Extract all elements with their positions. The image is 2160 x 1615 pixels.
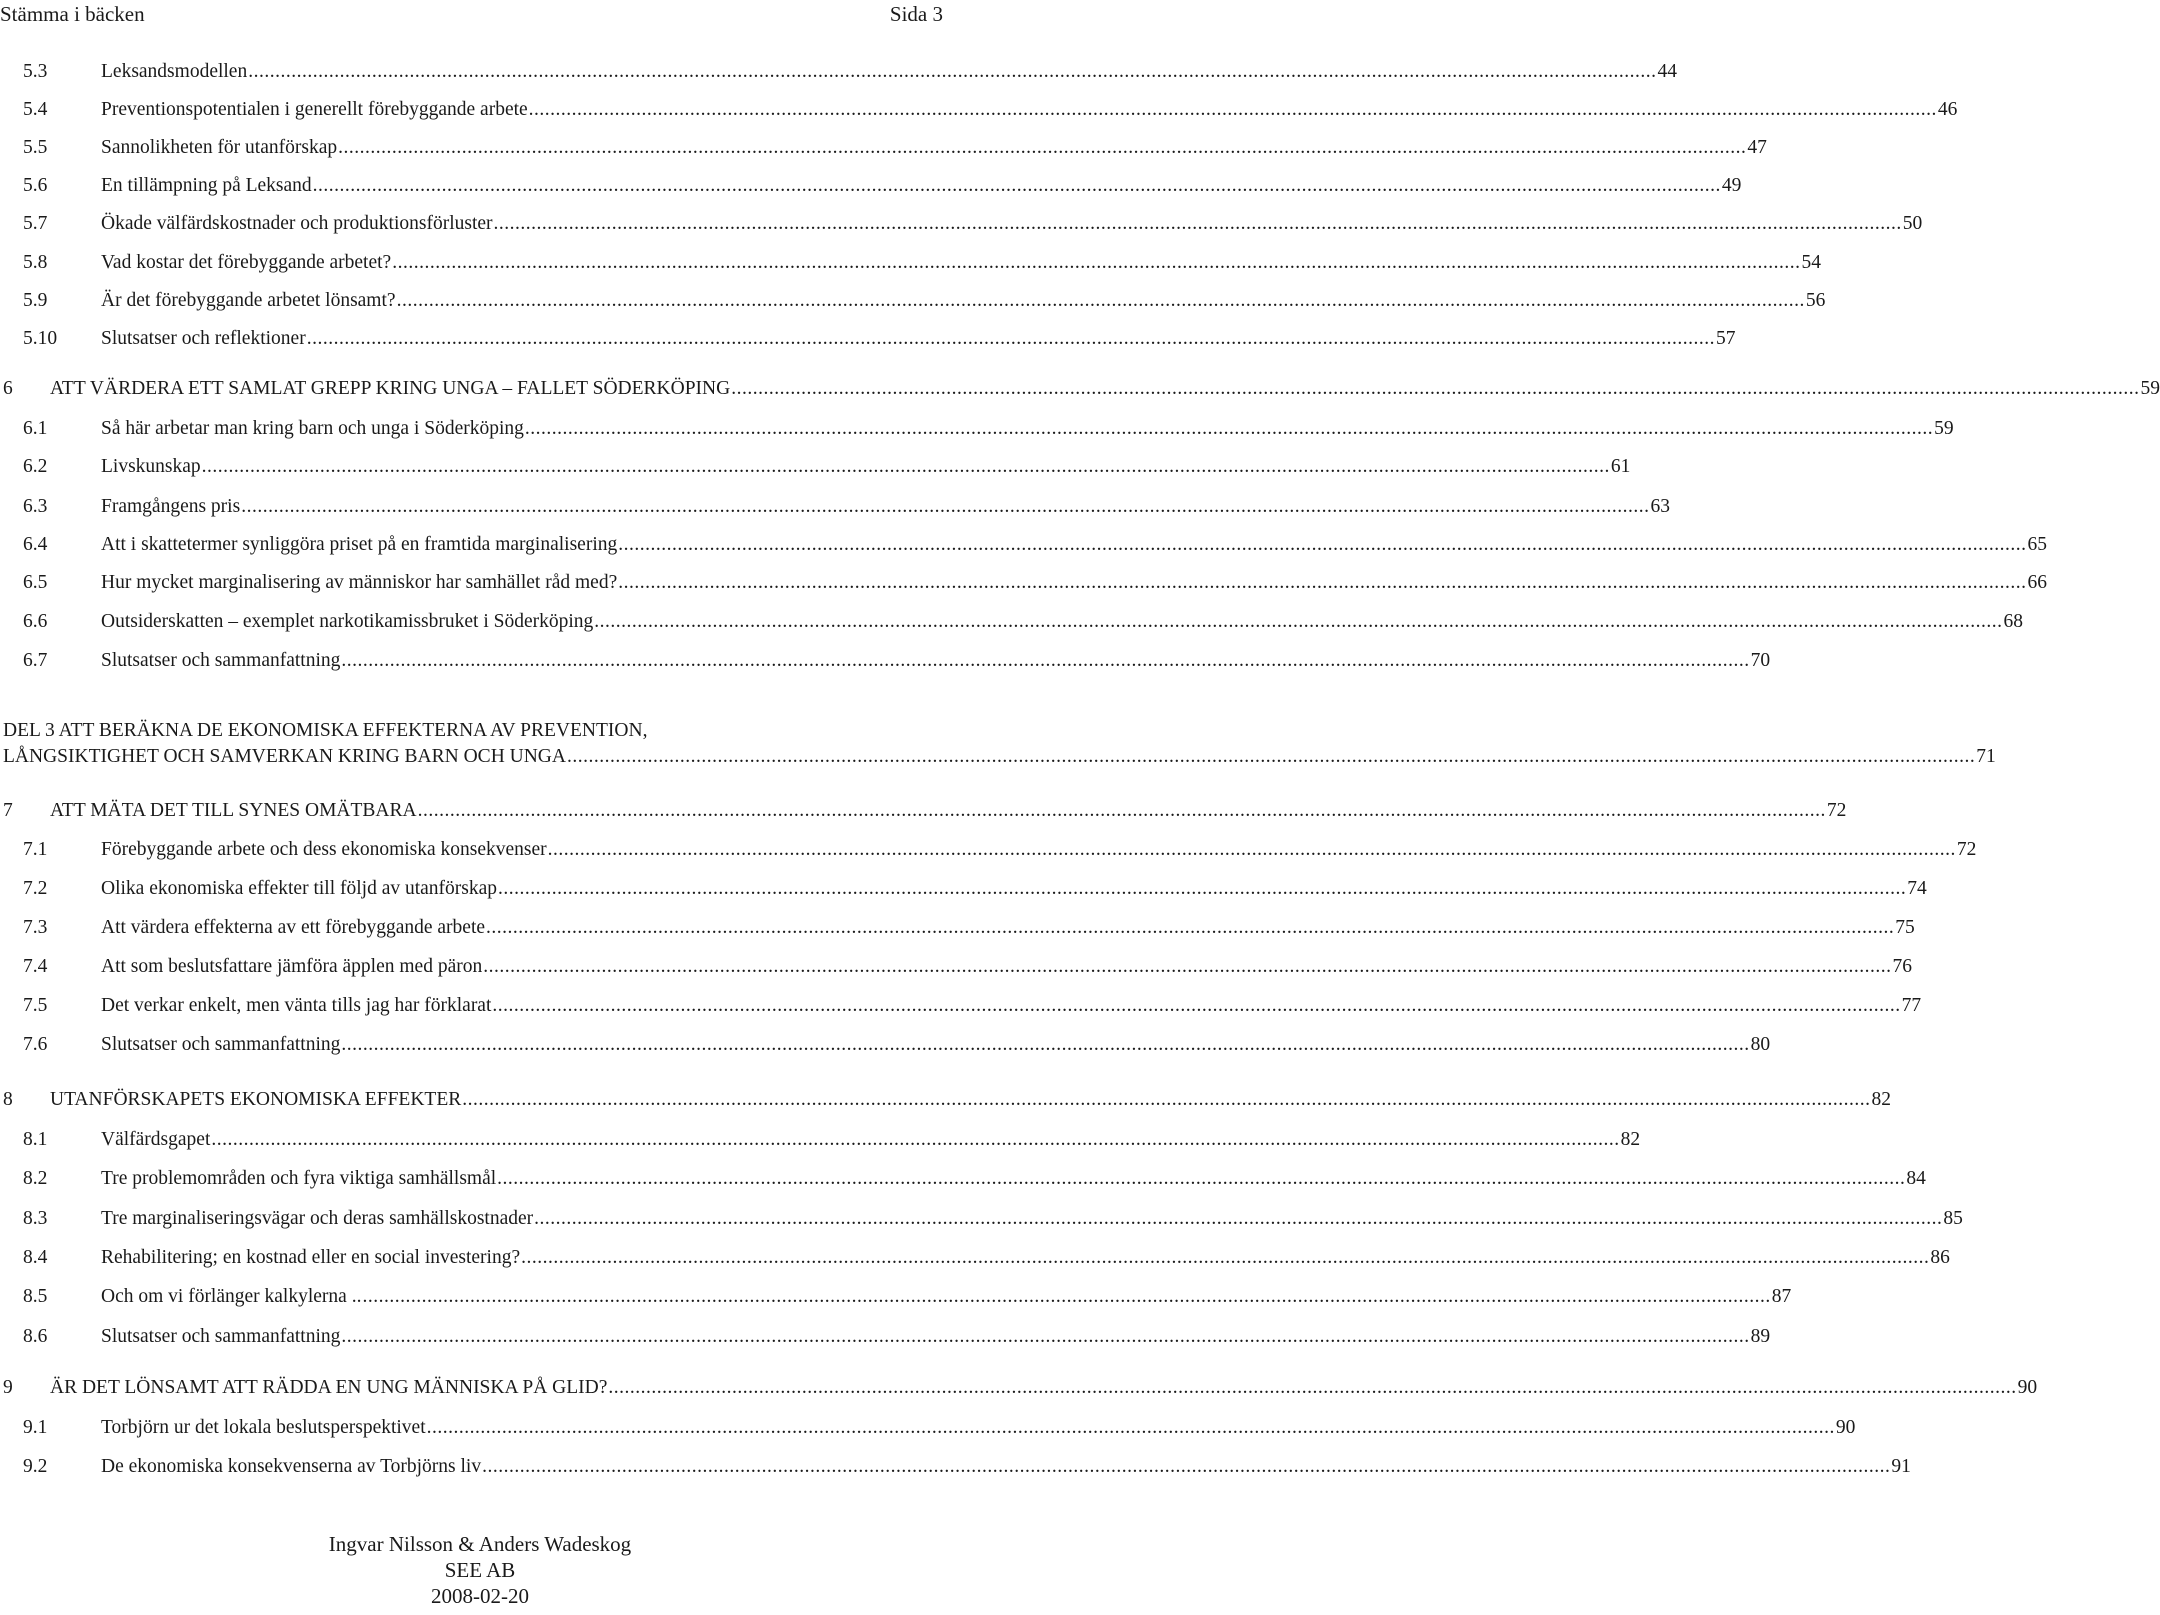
toc-entry-number: 5.6 xyxy=(23,175,48,196)
toc-entry-title: Slutsatser och sammanfattning xyxy=(101,1034,341,1055)
toc-entry-number: 5.8 xyxy=(23,252,48,273)
toc-entry-title: Preventionspotentialen i generellt förebyggande arbete xyxy=(101,99,528,120)
toc-dot-leader: ...................................................................................................................................................................................................................................................................... xyxy=(426,1417,1835,1438)
toc-entry-title: Framgångens pris xyxy=(101,496,241,517)
toc-entry-title: Tre problemområden och fyra viktiga samhällsmål xyxy=(101,1168,497,1189)
toc-chapter-7[interactable] xyxy=(0,797,1847,825)
toc-entry-number: 7.4 xyxy=(23,956,48,977)
toc-entry-page: 87 xyxy=(1771,1286,1792,1307)
toc-chapter-6[interactable] xyxy=(0,375,2160,403)
toc-dot-leader: ...................................................................................................................................................................................................................................................................... xyxy=(417,800,1826,821)
toc-dot-leader: ...................................................................................................................................................................................................................................................................... xyxy=(524,418,1934,439)
toc-entry-number: 7.6 xyxy=(23,1034,48,1055)
toc-dot-leader: ...................................................................................................................................................................................................................................................................... xyxy=(521,1247,1930,1268)
toc-dot-leader: ...................................................................................................................................................................................................................................................................... xyxy=(312,175,1721,196)
footer-authors: Ingvar Nilsson & Anders Wadeskog xyxy=(328,1532,632,1556)
toc-entry-9-2[interactable] xyxy=(0,1453,1911,1481)
toc-entry-page: 77 xyxy=(1901,995,1922,1016)
toc-entry-title: Tre marginaliseringsvägar och deras samhällskostnader xyxy=(101,1208,534,1229)
toc-entry-page: 63 xyxy=(1650,496,1670,517)
toc-entry-number: 6.6 xyxy=(23,611,48,632)
toc-entry-8-4[interactable] xyxy=(0,1244,1950,1272)
toc-dot-leader: ...................................................................................................................................................................................................................................................................... xyxy=(497,1168,1906,1189)
toc-entry-number: 7.5 xyxy=(23,995,48,1016)
toc-entry-6-1[interactable] xyxy=(0,415,1954,443)
toc-entry-title: UTANFÖRSKAPETS EKONOMISKA EFFEKTER xyxy=(50,1089,462,1110)
toc-entry-page: 59 xyxy=(2140,378,2160,399)
toc-entry-number: 5.7 xyxy=(23,213,48,234)
toc-entry-5-7[interactable] xyxy=(0,210,1923,238)
toc-entry-5-4[interactable] xyxy=(0,96,1958,124)
toc-entry-title: Det verkar enkelt, men vänta tills jag har förklarat xyxy=(101,995,492,1016)
toc-entry-6-5[interactable] xyxy=(0,569,2047,597)
toc-entry-page: 80 xyxy=(1750,1034,1771,1055)
toc-entry-5-6[interactable] xyxy=(0,172,1742,200)
toc-dot-leader: ...................................................................................................................................................................................................................................................................... xyxy=(731,378,2140,399)
toc-dot-leader: ...................................................................................................................................................................................................................................................................... xyxy=(528,99,1937,120)
toc-entry-8-6[interactable] xyxy=(0,1323,1771,1351)
toc-entry-number: 8.1 xyxy=(23,1129,48,1150)
toc-dot-leader: ...................................................................................................................................................................................................................................................................... xyxy=(547,839,1956,860)
toc-entry-8-2[interactable] xyxy=(0,1165,1926,1193)
toc-chapter-8[interactable] xyxy=(0,1086,1891,1114)
toc-entry-title: Outsiderskatten – exemplet narkotikamissbruket i Söderköping xyxy=(101,611,594,632)
toc-entry-page: 89 xyxy=(1750,1326,1771,1347)
toc-entry-title: De ekonomiska konsekvenserna av Torbjörns liv xyxy=(101,1456,482,1477)
toc-dot-leader: ...................................................................................................................................................................................................................................................................... xyxy=(211,1129,1620,1150)
toc-entry-5-9[interactable] xyxy=(0,287,1826,315)
toc-dot-leader: ...................................................................................................................................................................................................................................................................... xyxy=(498,878,1907,899)
toc-entry-number: 8.4 xyxy=(23,1247,48,1268)
toc-entry-5-8[interactable] xyxy=(0,249,1821,277)
toc-dot-leader: ...................................................................................................................................................................................................................................................................... xyxy=(341,650,1750,671)
toc-entry-title: Hur mycket marginalisering av människor har samhället råd med? xyxy=(101,572,618,593)
toc-entry-page: 65 xyxy=(2027,534,2047,555)
toc-dot-leader: ...................................................................................................................................................................................................................................................................... xyxy=(201,456,1610,477)
toc-entry-title: Och om vi förlänger kalkylerna .. xyxy=(101,1286,362,1307)
toc-entry-title: Att värdera effekterna av ett förebyggande arbete xyxy=(101,917,486,938)
toc-entry-8-5[interactable] xyxy=(0,1283,1792,1311)
toc-entry-title: ATT VÄRDERA ETT SAMLAT GREPP KRING UNGA – FALLET SÖDERKÖPING xyxy=(50,378,731,399)
toc-entry-number: 9 xyxy=(3,1377,13,1398)
toc-dot-leader: ...................................................................................................................................................................................................................................................................... xyxy=(486,917,1895,938)
toc-entry-title: Leksandsmodellen xyxy=(101,61,248,82)
toc-entry-6-6[interactable] xyxy=(0,608,2024,636)
toc-entry-title: ÄR DET LÖNSAMT ATT RÄDDA EN UNG MÄNNISKA PÅ GLID? xyxy=(50,1377,608,1398)
toc-entry-number: 5.3 xyxy=(23,61,48,82)
toc-entry-page: 91 xyxy=(1891,1456,1911,1477)
toc-entry-page: 44 xyxy=(1657,61,1677,82)
toc-dot-leader: ...................................................................................................................................................................................................................................................................... xyxy=(482,1456,1891,1477)
toc-entry-page: 74 xyxy=(1907,878,1927,899)
toc-entry-page: 59 xyxy=(1934,418,1954,439)
toc-entry-page: 71 xyxy=(1976,746,1996,767)
toc-entry-number: 7.2 xyxy=(23,878,48,899)
toc-entry-number: 6.1 xyxy=(23,418,48,439)
toc-entry-title: Livskunskap xyxy=(101,456,201,477)
footer-date: 2008-02-20 xyxy=(431,1584,529,1608)
toc-entry-6-7[interactable] xyxy=(0,647,1771,675)
toc-entry-page: 72 xyxy=(1826,800,1847,821)
toc-entry-number: 5.4 xyxy=(23,99,48,120)
toc-dot-leader: ...................................................................................................................................................................................................................................................................... xyxy=(566,746,1976,767)
toc-entry-number: 6.3 xyxy=(23,496,48,517)
toc-entry-number: 8 xyxy=(3,1089,13,1110)
toc-entry-number: 8.2 xyxy=(23,1168,48,1189)
toc-entry-page: 61 xyxy=(1610,456,1631,477)
toc-entry-number: 9.1 xyxy=(23,1417,48,1438)
toc-entry-7-2[interactable] xyxy=(0,875,1927,903)
toc-entry-title: Förebyggande arbete och dess ekonomiska konsekvenser xyxy=(101,839,547,860)
toc-dot-leader: ...................................................................................................................................................................................................................................................................... xyxy=(338,137,1747,158)
toc-entry-page: 72 xyxy=(1956,839,1977,860)
toc-dot-leader: ...................................................................................................................................................................................................................................................................... xyxy=(492,995,1901,1016)
toc-entry-number: 8.6 xyxy=(23,1326,48,1347)
toc-entry-page: 85 xyxy=(1943,1208,1963,1229)
toc-entry-number: 6.5 xyxy=(23,572,48,593)
toc-dot-leader: ...................................................................................................................................................................................................................................................................... xyxy=(534,1208,1943,1229)
toc-entry-number: 8.5 xyxy=(23,1286,48,1307)
toc-entry-number: 6.2 xyxy=(23,456,48,477)
toc-entry-title: Torbjörn ur det lokala beslutsperspektivet xyxy=(101,1417,426,1438)
toc-entry-5-3[interactable] xyxy=(0,58,1677,86)
toc-entry-number: 5.9 xyxy=(23,290,48,311)
toc-dot-leader: ...................................................................................................................................................................................................................................................................... xyxy=(248,61,1657,82)
toc-entry-page: 82 xyxy=(1871,1089,1891,1110)
toc-entry-number: 7.3 xyxy=(23,917,48,938)
toc-entry-title: Sannolikheten för utanförskap xyxy=(101,137,338,158)
toc-entry-7-4[interactable] xyxy=(0,953,1912,981)
toc-entry-page: 50 xyxy=(1902,213,1923,234)
toc-entry-8-1[interactable] xyxy=(0,1126,1641,1154)
toc-entry-page: 68 xyxy=(2003,611,2024,632)
toc-dot-leader: ...................................................................................................................................................................................................................................................................... xyxy=(396,290,1805,311)
toc-entry-7-1[interactable] xyxy=(0,836,1977,864)
toc-part-title-line2: LÅNGSIKTIGHET OCH SAMVERKAN KRING BARN OCH UNGA xyxy=(3,746,566,767)
toc-entry-page: 46 xyxy=(1937,99,1958,120)
toc-dot-leader: ...................................................................................................................................................................................................................................................................... xyxy=(306,328,1715,349)
toc-entry-6-3[interactable] xyxy=(0,493,1670,521)
toc-dot-leader: ...................................................................................................................................................................................................................................................................... xyxy=(341,1034,1750,1055)
toc-entry-7-3[interactable] xyxy=(0,914,1915,942)
toc-entry-title: En tillämpning på Leksand xyxy=(101,175,312,196)
toc-entry-page: 76 xyxy=(1892,956,1912,977)
toc-entry-page: 49 xyxy=(1721,175,1742,196)
toc-entry-title: ATT MÄTA DET TILL SYNES OMÄTBARA xyxy=(50,800,417,821)
toc-dot-leader: ...................................................................................................................................................................................................................................................................... xyxy=(493,213,1902,234)
toc-entry-page: 90 xyxy=(2017,1377,2038,1398)
toc-entry-title: Att i skattetermer synliggöra priset på en framtida marginalisering xyxy=(101,534,618,555)
toc-dot-leader: ...................................................................................................................................................................................................................................................................... xyxy=(594,611,2003,632)
toc-entry-number: 5.5 xyxy=(23,137,48,158)
toc-entry-6-2[interactable] xyxy=(0,453,1631,481)
toc-entry-number: 9.2 xyxy=(23,1456,48,1477)
toc-entry-title: Välfärdsgapet xyxy=(101,1129,211,1150)
toc-entry-5-5[interactable] xyxy=(0,134,1767,162)
toc-entry-title: Vad kostar det förebyggande arbetet? xyxy=(101,252,392,273)
toc-part-3[interactable] xyxy=(3,718,1996,770)
toc-entry-7-5[interactable] xyxy=(0,992,1922,1020)
toc-entry-title: Olika ekonomiska effekter till följd av utanförskap xyxy=(101,878,498,899)
toc-dot-leader: ...................................................................................................................................................................................................................................................................... xyxy=(241,496,1650,517)
toc-entry-title: Så här arbetar man kring barn och unga i Söderköping xyxy=(101,418,524,439)
toc-dot-leader: ...................................................................................................................................................................................................................................................................... xyxy=(392,252,1801,273)
footer-company: SEE AB xyxy=(444,1558,516,1582)
toc-dot-leader: ...................................................................................................................................................................................................................................................................... xyxy=(462,1089,1871,1110)
toc-entry-page: 66 xyxy=(2027,572,2047,593)
toc-entry-page: 56 xyxy=(1805,290,1826,311)
toc-entry-page: 57 xyxy=(1715,328,1736,349)
toc-entry-number: 7.1 xyxy=(23,839,48,860)
toc-entry-title: Ökade välfärdskostnader och produktionsförluster xyxy=(101,213,493,234)
toc-entry-number: 6.4 xyxy=(23,534,48,555)
toc-entry-number: 6.7 xyxy=(23,650,48,671)
toc-entry-title: Rehabilitering; en kostnad eller en social investering? xyxy=(101,1247,521,1268)
toc-entry-8-3[interactable] xyxy=(0,1205,1963,1233)
header-page-number: Sida 3 xyxy=(889,2,943,26)
toc-entry-page: 75 xyxy=(1895,917,1915,938)
toc-entry-page: 54 xyxy=(1801,252,1821,273)
toc-entry-page: 86 xyxy=(1930,1247,1950,1268)
header-document-title: Stämma i bäcken xyxy=(0,2,145,26)
toc-entry-7-6[interactable] xyxy=(0,1031,1771,1059)
toc-dot-leader: ...................................................................................................................................................................................................................................................................... xyxy=(618,572,2027,593)
toc-dot-leader: ...................................................................................................................................................................................................................................................................... xyxy=(341,1326,1750,1347)
toc-part-title-line1: DEL 3 ATT BERÄKNA DE EKONOMISKA EFFEKTERNA AV PREVENTION, xyxy=(3,720,648,741)
toc-entry-title: Slutsatser och sammanfattning xyxy=(101,1326,341,1347)
toc-dot-leader: ...................................................................................................................................................................................................................................................................... xyxy=(362,1286,1771,1307)
toc-dot-leader: ...................................................................................................................................................................................................................................................................... xyxy=(618,534,2027,555)
toc-entry-9-1[interactable] xyxy=(0,1414,1856,1442)
toc-entry-page: 84 xyxy=(1906,1168,1926,1189)
toc-entry-number: 6 xyxy=(3,378,13,399)
toc-entry-number: 8.3 xyxy=(23,1208,48,1229)
toc-entry-page: 70 xyxy=(1750,650,1771,671)
toc-entry-title: Att som beslutsfattare jämföra äpplen med päron xyxy=(101,956,483,977)
toc-entry-title: Är det förebyggande arbetet lönsamt? xyxy=(101,290,396,311)
toc-entry-page: 90 xyxy=(1835,1417,1856,1438)
toc-entry-title: Slutsatser och sammanfattning xyxy=(101,650,341,671)
toc-entry-number: 5.10 xyxy=(23,328,58,349)
toc-entry-6-4[interactable] xyxy=(0,531,2047,559)
toc-chapter-9[interactable] xyxy=(0,1374,2038,1402)
toc-entry-page: 82 xyxy=(1620,1129,1641,1150)
toc-dot-leader: ...................................................................................................................................................................................................................................................................... xyxy=(483,956,1892,977)
toc-entry-page: 47 xyxy=(1747,137,1767,158)
toc-entry-number: 7 xyxy=(3,800,13,821)
toc-entry-title: Slutsatser och reflektioner xyxy=(101,328,306,349)
toc-entry-5-10[interactable] xyxy=(0,325,1736,353)
toc-dot-leader: ...................................................................................................................................................................................................................................................................... xyxy=(608,1377,2017,1398)
